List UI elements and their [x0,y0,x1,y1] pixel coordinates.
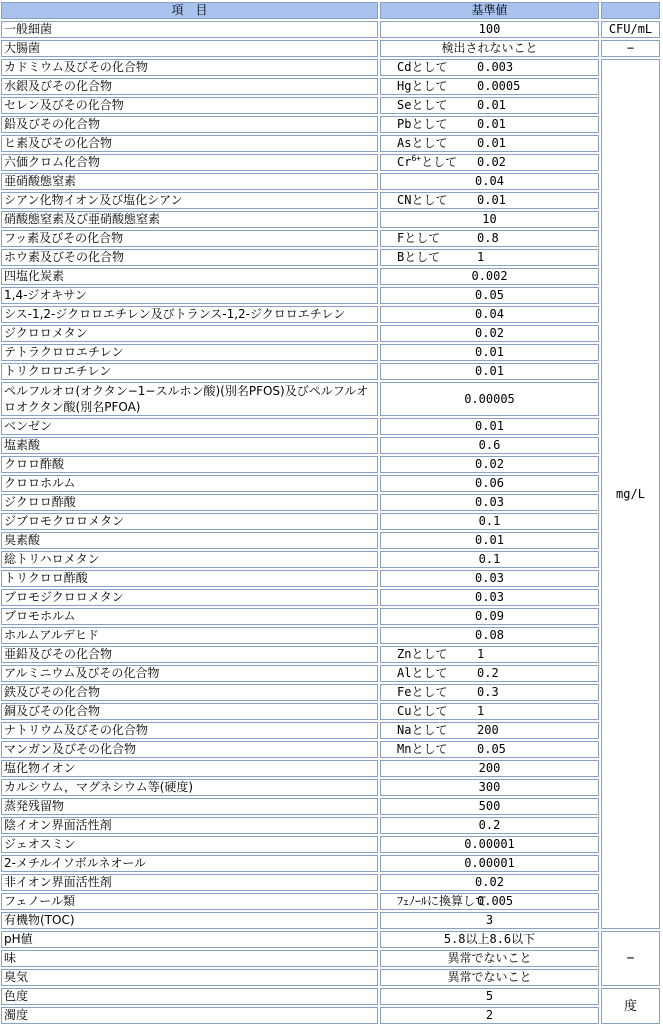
table-row [1,513,660,530]
value-number: 0.2 [478,818,501,832]
value-number: 0.6 [478,438,501,452]
table-row [1,741,660,758]
row-standard-value [380,532,599,549]
prefix-text: Feとして [397,685,448,699]
row-standard-value [380,21,599,38]
row-item-name: 有機物(TOC) [1,912,378,929]
row-standard-value [380,893,599,910]
table-row [1,722,660,739]
row-standard-value [380,931,599,948]
table-row [1,551,660,568]
row-standard-value [380,116,599,133]
row-item-name: 大腸菌 [1,40,378,57]
row-standard-value [380,306,599,323]
table-header-row [1,2,660,19]
table-row [1,78,660,95]
value-number: 0.1 [478,552,501,566]
row-item-name: ホルムアルデヒド [1,627,378,644]
value-number: 300 [478,780,501,794]
row-item-name: クロロ酢酸 [1,456,378,473]
table-row [1,287,660,304]
table-row [1,97,660,114]
row-item-name: 陰イオン界面活性剤 [1,817,378,834]
row-item-name: ジクロロ酢酸 [1,494,378,511]
value-prefix [397,647,477,662]
row-standard-value [380,836,599,853]
row-item-name: アルミニウム及びその化合物 [1,665,378,682]
value-prefix [397,193,477,208]
row-item-name: 亜鉛及びその化合物 [1,646,378,663]
value-prefix [397,117,477,132]
prefix-superscript: 6+ [411,154,422,163]
value-number: 0.02 [475,326,504,340]
table-row [1,988,660,1005]
prefix-text: Cr [397,155,412,169]
row-item-name: ナトリウム及びその化合物 [1,722,378,739]
row-standard-value [380,40,599,57]
row-item-name: テトラクロロエチレン [1,344,378,361]
row-item-name: フェノール類 [1,893,378,910]
row-standard-value [380,950,599,967]
value-number: 0.03 [475,495,504,509]
value-number: 0.09 [475,609,504,623]
value-number: 0.2 [477,666,499,680]
value-prefix [397,723,477,738]
row-item-name: 一般細菌 [1,21,378,38]
prefix-text: ﾌｪﾉｰﾙに換算して [397,894,488,908]
value-prefix [397,231,477,246]
row-standard-value [380,608,599,625]
table-row [1,589,660,606]
row-item-name: pH値 [1,931,378,948]
row-standard-value [380,382,599,416]
table-row [1,760,660,777]
value-prefix [397,704,477,719]
table-row [1,570,660,587]
table-row [1,192,660,209]
row-item-name: 臭気 [1,969,378,986]
value-prefix [397,742,477,757]
row-standard-value [380,627,599,644]
value-number: 0.01 [477,136,506,150]
table-row [1,665,660,682]
row-item-name: トリクロロ酢酸 [1,570,378,587]
row-standard-value [380,779,599,796]
table-row [1,173,660,190]
value-number: 0.005 [477,894,514,908]
table-row [1,1007,660,1024]
table-row [1,325,660,342]
table-row [1,249,660,266]
row-item-name: 非イオン界面活性剤 [1,874,378,891]
value-number: 1 [477,704,485,718]
row-item-name: ブロモホルム [1,608,378,625]
value-number: 0.03 [475,571,504,585]
value-number: 10 [482,212,497,226]
value-number: 0.003 [477,60,514,74]
table-row [1,627,660,644]
row-item-name: カドミウム及びその化合物 [1,59,378,76]
table-row [1,344,660,361]
row-item-name: 濁度 [1,1007,378,1024]
table-body [1,21,660,1024]
value-number: 2 [485,1008,494,1022]
unit-mg-per-liter: mg/L [601,59,660,929]
row-item-name: 六価クロム化合物 [1,154,378,171]
table-row [1,306,660,323]
table-row [1,475,660,492]
row-standard-value [380,249,599,266]
row-standard-value [380,211,599,228]
value-number: 異常でないこと [447,970,532,984]
row-item-name: ベンゼン [1,418,378,435]
table-row [1,950,660,967]
prefix-tail: として [421,155,458,169]
table-row [1,817,660,834]
row-standard-value [380,969,599,986]
row-standard-value [380,703,599,720]
unit-dash: − [601,40,660,57]
row-item-name: ヒ素及びその化合物 [1,135,378,152]
prefix-text: Naとして [397,723,448,737]
table-row [1,703,660,720]
table-row [1,135,660,152]
row-item-name: 鉄及びその化合物 [1,684,378,701]
value-number: 0.01 [477,193,506,207]
row-item-name: 鉛及びその化合物 [1,116,378,133]
value-number: 0.01 [475,533,504,547]
value-number: 検出されないこと [441,41,538,55]
row-standard-value [380,230,599,247]
table-row [1,836,660,853]
value-prefix [397,155,477,170]
row-item-name: ペルフルオロ(オクタン−1−スルホン酸)(別名PFOS)及びペルフルオロオクタン酸(別名PFOA) [1,382,378,416]
value-number: 0.8 [477,231,499,245]
table-row [1,363,660,380]
table-row [1,684,660,701]
row-standard-value [380,154,599,171]
value-prefix [397,60,477,75]
row-standard-value [380,570,599,587]
row-item-name: 水銀及びその化合物 [1,78,378,95]
value-prefix [397,79,477,94]
row-item-name: 蒸発残留物 [1,798,378,815]
prefix-text: Seとして [397,98,448,112]
table-row [1,646,660,663]
row-standard-value [380,78,599,95]
value-prefix [397,250,477,265]
value-number: 0.01 [475,364,504,378]
table-row [1,494,660,511]
header-item: 項 目 [1,2,378,19]
value-number: 5.8以上8.6以下 [443,932,536,946]
row-item-name: 塩素酸 [1,437,378,454]
table-row [1,59,660,76]
table-row [1,21,660,38]
value-number: 0.06 [475,476,504,490]
value-number: 0.05 [477,742,506,756]
row-item-name: ジェオスミン [1,836,378,853]
row-standard-value [380,760,599,777]
value-number: 5 [485,989,494,1003]
row-item-name: 臭素酸 [1,532,378,549]
value-number: 200 [478,761,501,775]
value-number: 0.04 [475,174,504,188]
value-number: 500 [478,799,501,813]
row-item-name: ジクロロメタン [1,325,378,342]
row-item-name: セレン及びその化合物 [1,97,378,114]
row-item-name: シアン化物イオン及び塩化シアン [1,192,378,209]
row-standard-value [380,344,599,361]
row-standard-value [380,325,599,342]
row-standard-value [380,192,599,209]
row-item-name: 味 [1,950,378,967]
row-standard-value [380,589,599,606]
value-number: 0.00001 [464,837,515,851]
row-item-name: 1,4-ジオキサン [1,287,378,304]
table-row [1,798,660,815]
row-standard-value [380,855,599,872]
row-item-name: マンガン及びその化合物 [1,741,378,758]
value-number: 0.01 [475,345,504,359]
table-row [1,382,660,416]
row-item-name: フッ素及びその化合物 [1,230,378,247]
value-number: 1 [477,250,485,264]
prefix-text: CNとして [397,193,448,207]
table-row [1,268,660,285]
unit-degree: 度 [601,988,660,1024]
row-standard-value [380,456,599,473]
value-number: 0.02 [477,155,506,169]
table-row [1,779,660,796]
row-item-name: 色度 [1,988,378,1005]
row-item-name: 2-メチルイソボルネオール [1,855,378,872]
unit-dash: − [601,931,660,986]
row-item-name: シス-1,2-ジクロロエチレン及びトランス-1,2-ジクロロエチレン [1,306,378,323]
value-number: 0.02 [475,875,504,889]
value-prefix [397,894,488,909]
value-number: 0.04 [475,307,504,321]
row-standard-value [380,494,599,511]
value-number: 0.08 [475,628,504,642]
row-standard-value [380,418,599,435]
table-row [1,608,660,625]
row-item-name: 亜硝酸態窒素 [1,173,378,190]
prefix-text: Znとして [397,647,448,661]
value-number: 3 [485,913,494,927]
table-row [1,893,660,910]
table-row [1,456,660,473]
table-row [1,116,660,133]
row-standard-value [380,59,599,76]
row-item-name: 総トリハロメタン [1,551,378,568]
table-row [1,931,660,948]
value-number: 0.02 [475,457,504,471]
table-row [1,912,660,929]
value-number: 0.3 [477,685,499,699]
value-number: 0.01 [477,117,506,131]
table-row [1,40,660,57]
row-item-name: ジブロモクロロメタン [1,513,378,530]
value-number: 異常でないこと [447,951,532,965]
row-item-name: 塩化物イオン [1,760,378,777]
value-number: 0.0005 [477,79,521,93]
row-standard-value [380,135,599,152]
table-row [1,969,660,986]
prefix-text: Cdとして [397,60,448,74]
row-standard-value [380,475,599,492]
row-standard-value [380,665,599,682]
value-number: 0.03 [475,590,504,604]
header-unit-blank [601,2,660,19]
row-standard-value [380,363,599,380]
prefix-text: Fとして [397,231,441,245]
row-standard-value [380,646,599,663]
value-number: 100 [478,22,501,36]
value-number: 0.01 [477,98,506,112]
value-prefix [397,98,477,113]
row-standard-value [380,437,599,454]
table-row [1,874,660,891]
row-item-name: トリクロロエチレン [1,363,378,380]
unit-cfu: CFU/mL [601,21,660,38]
row-item-name: ブロモジクロロメタン [1,589,378,606]
prefix-text: Hgとして [397,79,448,93]
table-row [1,418,660,435]
row-item-name: 銅及びその化合物 [1,703,378,720]
row-item-name: クロロホルム [1,475,378,492]
header-standard: 基準値 [380,2,599,19]
row-standard-value [380,268,599,285]
row-standard-value [380,722,599,739]
row-standard-value [380,798,599,815]
row-standard-value [380,912,599,929]
row-item-name: ホウ素及びその化合物 [1,249,378,266]
value-number: 0.002 [471,269,508,283]
row-standard-value [380,173,599,190]
value-prefix [397,685,477,700]
row-item-name: 四塩化炭素 [1,268,378,285]
table-row [1,532,660,549]
table-row [1,855,660,872]
value-number: 0.01 [475,419,504,433]
value-number: 200 [477,723,499,737]
row-standard-value [380,817,599,834]
prefix-text: Asとして [397,136,448,150]
table-row [1,154,660,171]
value-number: 0.00005 [464,391,515,406]
value-prefix [397,666,477,681]
value-number: 0.1 [478,514,501,528]
prefix-text: Mnとして [397,742,448,756]
prefix-text: Cuとして [397,704,448,718]
row-standard-value [380,513,599,530]
table-row [1,437,660,454]
prefix-text: Pbとして [397,117,448,131]
value-prefix [397,136,477,151]
row-item-name: カルシウム，マグネシウム等(硬度) [1,779,378,796]
row-standard-value [380,988,599,1005]
table-row [1,230,660,247]
row-standard-value [380,874,599,891]
value-number: 1 [477,647,485,661]
prefix-text: Alとして [397,666,448,680]
row-standard-value [380,97,599,114]
row-item-name: 硝酸態窒素及び亜硝酸態窒素 [1,211,378,228]
row-standard-value [380,741,599,758]
row-standard-value [380,1007,599,1024]
table-row [1,211,660,228]
row-standard-value [380,684,599,701]
row-standard-value [380,551,599,568]
prefix-text: Bとして [397,250,441,264]
value-number: 0.05 [475,288,504,302]
row-standard-value [380,287,599,304]
value-number: 0.00001 [464,856,515,870]
